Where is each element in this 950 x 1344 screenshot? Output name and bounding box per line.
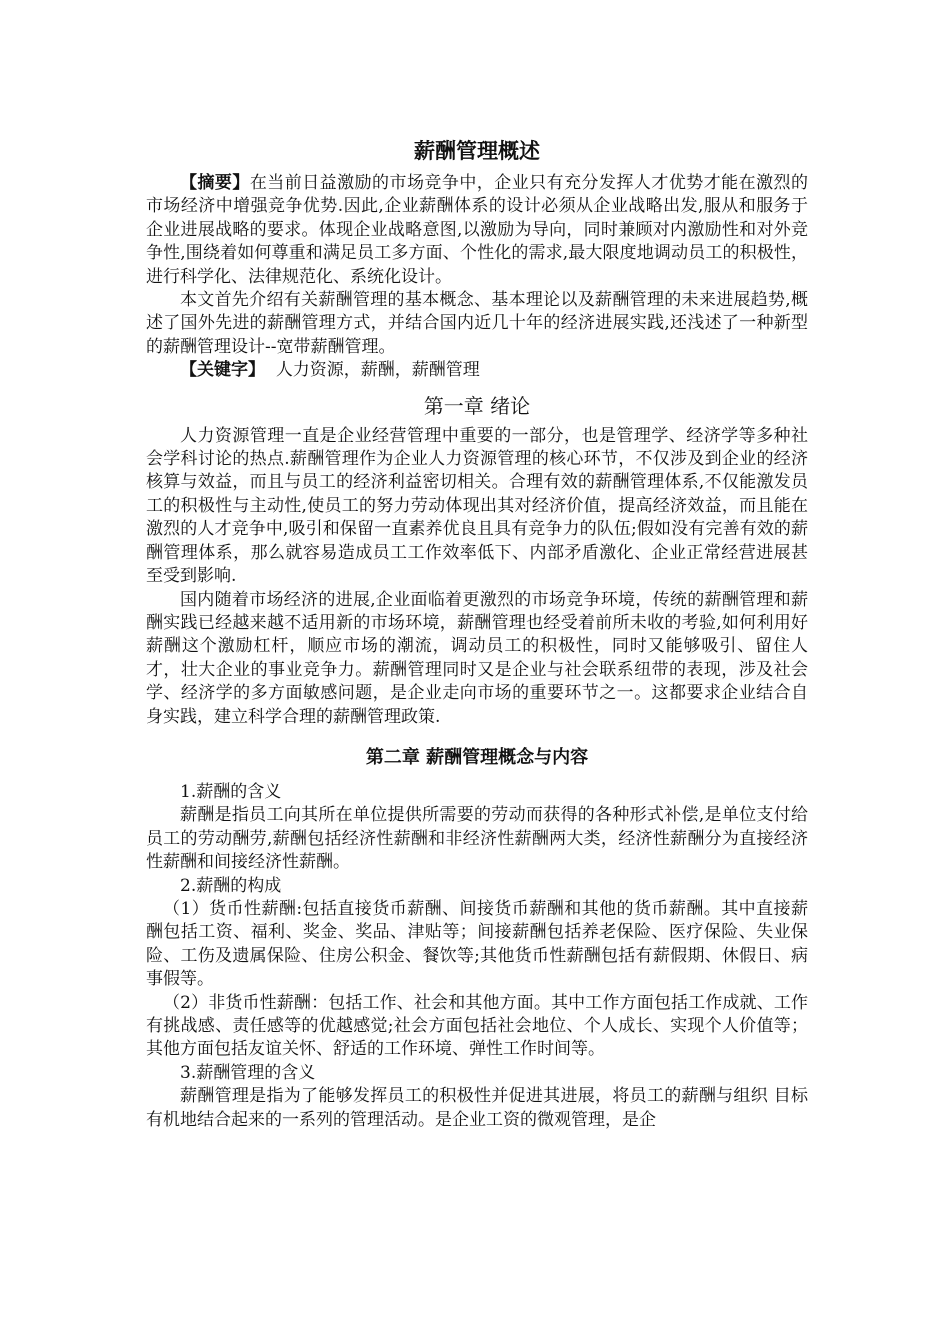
document-page [146, 132, 808, 1132]
abstract-label: 【摘要】 [180, 173, 250, 193]
keywords-label: 【关键字】 [180, 360, 265, 381]
section-2-title: 2.薪酬的构成 [180, 875, 282, 896]
chapter-1-paragraph-1: 人力资源管理一直是企业经营管理中重要的一部分，也是管理学、经济学等多种社会学科讨论的热点.薪酬管理作为企业人力资源管理的核心环节，不仅涉及到企业的经济核算与效益，而且与员工的经济利益密切相关。合理有效的薪酬管理体系,不仅能激发员工的积极性与主动性,使员工的努力劳动体现出其对经济价值，提高经济效益，而且能在激烈的人才竞争中,吸引和保留一直素养优良且具有竞争力的队伍;假如没有完善有效的薪酬管理体系，那么就容易造成员工工作效率低下、内部矛盾激化、企业正常经营进展甚至受到影响. [146, 425, 808, 587]
keywords-text: 人力资源，薪酬，薪酬管理 [275, 360, 480, 381]
section-2-item-1: （1）货币性薪酬:包括直接货币薪酬、间接货币薪酬和其他的货币薪酬。其中直接薪酬包括工资、福利、奖金、奖品、津贴等；间接薪酬包括养老保险、医疗保险、失业保险、工伤及遗属保险、住房公积金、餐饮等;其他货币性薪酬包括有薪假期、休假日、病事假等。 [146, 898, 808, 990]
chapter-1-paragraph-2: 国内随着市场经济的进展,企业面临着更激烈的市场竞争环境，传统的薪酬管理和薪酬实践已经越来越不适用新的市场环境，薪酬管理也经受着前所未收的考验,如何利用好薪酬这个激励杠杆，顺应市场的潮流，调动员工的积极性，同时又能够吸引、留住人才，壮大企业的事业竞争力。薪酬管理同时又是企业与社会联系纽带的表现，涉及社会学、经济学的多方面敏感问题，是企业走向市场的重要环节之一。这都要求企业结合自身实践，建立科学合理的薪酬管理政策. [146, 589, 808, 727]
section-2-item-2: （2）非货币性薪酬：包括工作、社会和其他方面。其中工作方面包括工作成就、工作有挑战感、责任感等的优越感觉;社会方面包括社会地位、个人成长、实现个人价值等；其他方面包括友谊关怀、舒适的工作环境、弹性工作时间等。 [146, 992, 808, 1060]
section-1-title: 1.薪酬的含义 [180, 781, 282, 802]
keywords-paragraph [146, 359, 808, 382]
document-title: 薪酬管理概述 [414, 139, 540, 163]
chapter-1-title: 第一章 绪论 [423, 393, 531, 418]
chapter-2-title: 第二章 薪酬管理概念与内容 [365, 746, 589, 768]
section-1-text: 薪酬是指员工向其所在单位提供所需要的劳动而获得的各种形式补偿,是单位支付给员工的劳动酬劳,薪酬包括经济性薪酬和非经济性薪酬两大类，经济性薪酬分为直接经济性薪酬和间接经济性薪酬。 [146, 805, 808, 873]
abstract-text: 在当前日益激励的市场竞争中，企业只有充分发挥人才优势才能在激烈的市场经济中增强竞争优势.因此,企业薪酬体系的设计必须从企业战略出发,服从和服务于企业进展战略的要求。体现企业战略意图,以激励为导向，同时兼顾对内激励性和对外竞争性,围绕着如何尊重和满足员工多方面、个性化的需求,最大限度地调动员工的积极性，进行科学化、法律规范化、系统化设计。 [146, 173, 809, 287]
section-3-title: 3.薪酬管理的含义 [180, 1062, 316, 1083]
section-3-text: 薪酬管理是指为了能够发挥员工的积极性并促进其进展，将员工的薪酬与组织 目标有机地结合起来的一系列的管理活动。是企业工资的微观管理，是企 [146, 1086, 808, 1130]
abstract-paragraph [146, 172, 808, 289]
abstract-paragraph-2: 本文首先介绍有关薪酬管理的基本概念、基本理论以及薪酬管理的未来进展趋势,概述了国外先进的薪酬管理方式，并结合国内近几十年的经济进展实践,还浅述了一种新型的薪酬管理设计--宽带薪酬管理。 [146, 290, 808, 357]
